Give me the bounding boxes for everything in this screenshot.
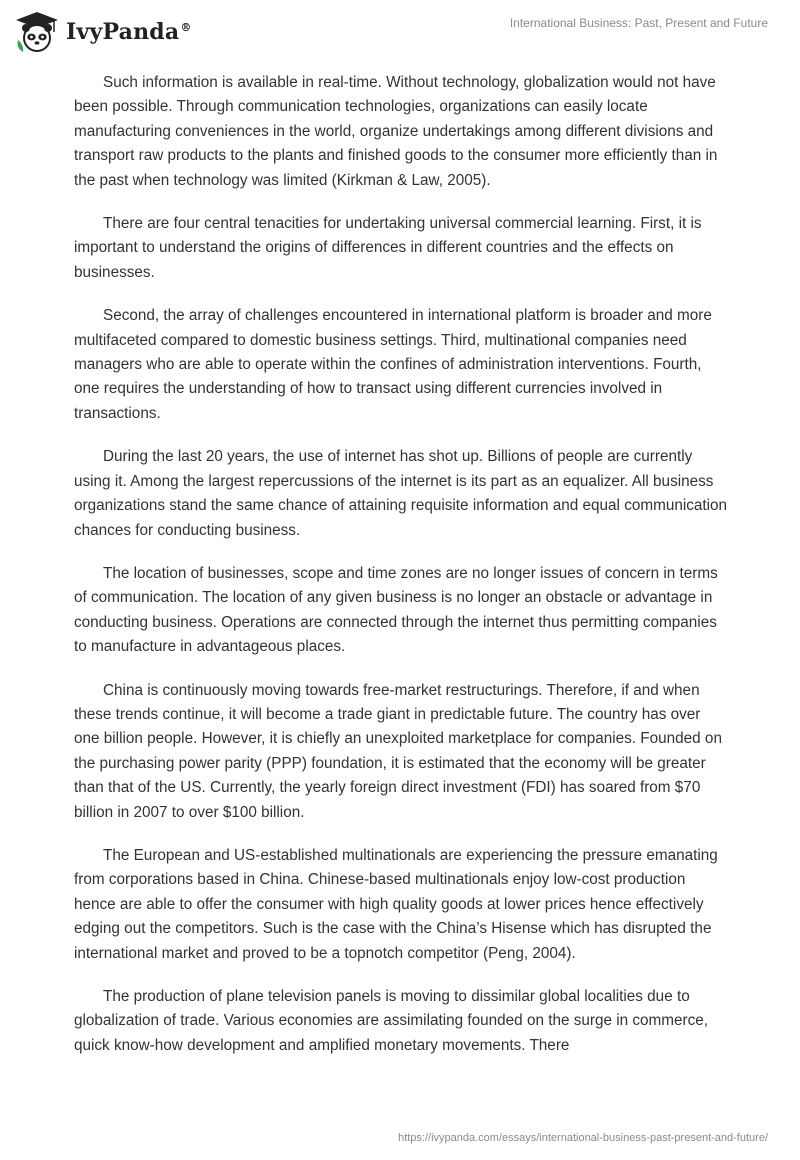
paragraph: During the last 20 years, the use of internet has shot up. Billions of people are currently using it. Among the largest repercussions of the internet is its part as an equalizer. All business organizations stand the same chance of attaining requisite information and equal communication chances for conducting business.: [74, 448, 728, 539]
essay-body: [74, 71, 730, 1077]
paragraph: There are four central tenacities for undertaking universal commercial learning. First, it is important to understand the origins of differences in different countries and the effects on businesses.: [74, 215, 702, 281]
logo-wordmark: IvyPanda: [66, 19, 180, 45]
registered-mark: ®: [180, 20, 192, 34]
panda-graduate-icon: [14, 10, 60, 54]
document-title: International Business: Past, Present and Future: [509, 16, 768, 30]
paragraph: Such information is available in real-time. Without technology, globalization would not have been possible. Through communication technologies, organizations can easily locate manufacturing conveniences in the world, organize undertakings among different divisions and transport raw products to the plants and finished goods to the consumer more efficiently than in the past when technology was limited (Kirkman & Law, 2005).: [74, 74, 718, 189]
paragraph: The European and US-established multinationals are experiencing the pressure emanating from corporations based in China. Chinese-based multinationals enjoy low-cost production hence are able to offer the consumer with high quality goods at lower prices hence effectively edging out the competitors. Such is the case with the China’s Hisense which has disrupted the international market and proved to be a topnotch competitor (Peng, 2004).: [74, 846, 718, 962]
ivypanda-logo[interactable]: [14, 8, 192, 56]
paragraph: Second, the array of challenges encountered in international platform is broader and more multifaceted compared to domestic business settings. Third, multinational companies need managers who are able to operate within the confines of administration interventions. Fourth, one requires the understanding of how to transact using different currencies involved in transactions.: [74, 307, 712, 422]
paragraph: The production of plane television panels is moving to dissimilar global localities due to globalization of trade. Various economies are assimilating founded on the surge in commerce, quick know-how development and amplified monetary movements. There: [74, 988, 709, 1054]
paragraph: The location of businesses, scope and time zones are no longer issues of concern in terms of communication. The location of any given business is no longer an obstacle or advantage in conducting business. Operations are connected through the internet thus permitting companies to manufacture in advantageous places.: [74, 564, 718, 656]
paragraph: China is continuously moving towards free-market restructurings. Therefore, if and when these trends continue, it will become a trade giant in predictable future. The country has over one billion people. However, it is chiefly an unexploited marketplace for companies. Founded on the purchasing power parity (PPP) foundation, it is estimated that the economy will be greater than that of the US. Currently, the yearly foreign direct investment (FDI) has soared from $70 billion in 2007 to over $100 billion.: [74, 681, 722, 821]
logo-text: [66, 19, 192, 45]
page-header: [0, 0, 800, 70]
source-url[interactable]: https://ivypanda.com/essays/international-business-past-present-and-future/: [398, 1132, 768, 1144]
